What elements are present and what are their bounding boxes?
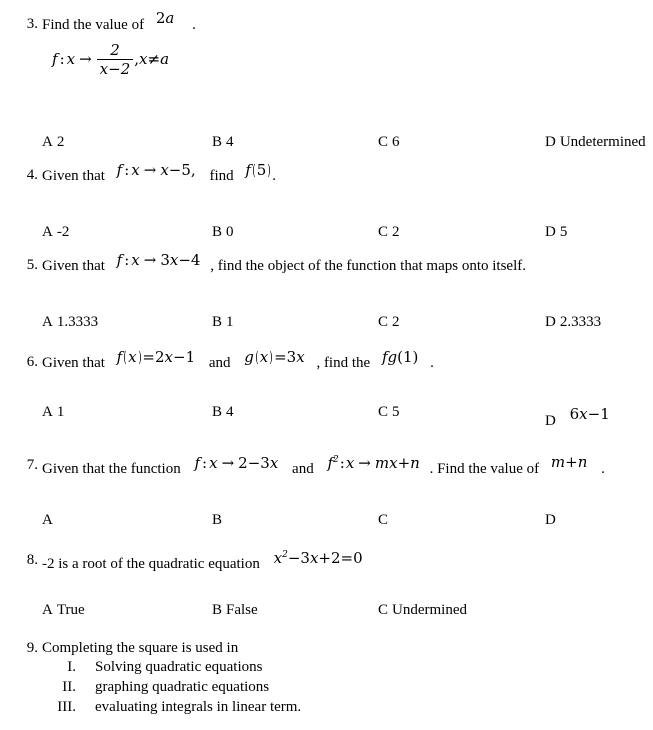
roman-item-ii — [0, 677, 653, 697]
option-7-b[interactable] — [212, 510, 226, 530]
m7-f: f — [194, 454, 201, 472]
m6b-close-paren: ) — [269, 348, 273, 366]
question-6-text-4: . — [430, 355, 434, 371]
m6d-x: x — [579, 405, 588, 423]
option-8-a-value: True — [56, 602, 85, 618]
m4-minus: − — [168, 161, 182, 179]
option-4-d-letter: D — [545, 224, 556, 240]
m7c-n: n — [577, 453, 588, 471]
option-3-d-value: Undetermined — [559, 134, 646, 150]
option-3-c[interactable] — [378, 132, 400, 152]
option-4-b-value: 0 — [226, 224, 234, 240]
math-variable-a2: a — [160, 50, 170, 69]
m6-x2: x — [164, 348, 173, 366]
option-3-d[interactable] — [545, 132, 646, 152]
option-8-c[interactable] — [378, 600, 467, 620]
m6b-equals: = — [274, 348, 287, 366]
option-4-a-value: -2 — [56, 224, 70, 240]
m4b-open-paren: ( — [252, 161, 256, 179]
option-5-a-letter: A — [42, 314, 53, 330]
formula-condition — [134, 49, 169, 69]
m4-f: f — [116, 161, 123, 179]
option-3-c-letter: C — [378, 134, 389, 150]
option-6-c-value: 5 — [392, 404, 400, 420]
m6-open-paren: ( — [123, 348, 127, 366]
math-coefficient-2: 2 — [155, 9, 166, 27]
m7-three: 3 — [260, 454, 270, 472]
question-4-options — [0, 222, 653, 244]
option-8-b-letter: B — [212, 602, 223, 618]
m6b-x2: x — [296, 348, 305, 366]
m6c-g: g — [387, 348, 398, 366]
option-3-b[interactable] — [212, 132, 234, 152]
m8-x: x — [273, 549, 283, 567]
m6-two: 2 — [154, 348, 165, 366]
option-3-d-letter: D — [545, 134, 556, 150]
roman-item-i — [0, 657, 653, 677]
option-6-c-letter: C — [378, 404, 389, 420]
m7c-plus: + — [565, 453, 578, 471]
option-5-a[interactable] — [42, 312, 98, 332]
question-9-number: 9. — [26, 640, 38, 656]
option-5-d[interactable] — [545, 312, 601, 332]
question-3-stem — [42, 9, 651, 35]
roman-item-iii — [0, 697, 653, 717]
option-5-b-letter: B — [212, 314, 223, 330]
math-function-f: f — [52, 50, 58, 69]
option-8-a-letter: A — [42, 602, 53, 618]
question-7-options — [0, 510, 653, 532]
question-6-text-1: Given that — [42, 355, 105, 371]
m4-x: x — [131, 161, 140, 179]
m5-colon: : — [124, 251, 130, 269]
formula-lhs — [52, 49, 96, 69]
question-3-number: 3. — [26, 16, 38, 32]
option-3-a-value: 2 — [56, 134, 65, 150]
m6d-one: 1 — [600, 405, 610, 423]
option-3-c-value: 6 — [392, 134, 400, 150]
m4-arrow-icon: → — [143, 161, 157, 179]
question-6-math-3 — [382, 347, 418, 367]
option-6-d-value — [570, 404, 610, 424]
m6b-three: 3 — [286, 348, 297, 366]
option-4-a-letter: A — [42, 224, 53, 240]
option-3-a-letter: A — [42, 134, 53, 150]
m8-exponent-2: 2 — [282, 550, 288, 560]
m4-comma: , — [190, 161, 196, 179]
option-8-c-value: Undermined — [392, 602, 467, 618]
option-4-c[interactable] — [378, 222, 400, 242]
m7-colon: : — [202, 454, 208, 472]
question-4-math-1 — [117, 160, 196, 180]
option-5-b-value: 1 — [226, 314, 234, 330]
option-5-c[interactable] — [378, 312, 400, 332]
m5-f: f — [116, 251, 123, 269]
question-4-text-2: find — [209, 168, 234, 184]
option-6-a-letter: A — [42, 404, 53, 420]
roman-numeral-iii: III. — [57, 699, 76, 715]
m7b-exponent-2: 2 — [333, 455, 339, 465]
question-8-text-1: -2 is a root of the quadratic equation — [42, 556, 260, 572]
option-7-c-value — [388, 512, 392, 528]
m8-zero: 0 — [353, 549, 363, 567]
question-8-number: 8. — [26, 552, 38, 568]
option-7-a-letter: A — [42, 512, 53, 528]
option-6-b-letter: B — [212, 404, 223, 420]
m7-two: 2 — [238, 454, 248, 472]
m8-two: 2 — [330, 549, 341, 567]
question-7-stem — [42, 455, 651, 479]
question-5-text-2: , find the object of the function that maps onto itself. — [210, 258, 526, 274]
option-6-d-letter: D — [545, 413, 556, 429]
math-arrow-icon: → — [79, 50, 92, 69]
option-4-d-value: 5 — [559, 224, 568, 240]
question-3-stem-math — [156, 8, 175, 28]
m4-colon: : — [124, 161, 130, 179]
m5-arrow-icon: → — [143, 251, 157, 269]
option-7-d-value — [556, 512, 560, 528]
roman-text-iii: evaluating integrals in linear term. — [95, 699, 302, 715]
question-3-formula-body — [52, 41, 651, 78]
roman-numeral-i: I. — [67, 659, 76, 675]
math-colon: : — [59, 50, 65, 69]
option-6-a[interactable] — [42, 402, 64, 422]
m6-f: f — [116, 348, 123, 366]
option-3-b-letter: B — [212, 134, 223, 150]
math-variable-a: a — [165, 9, 175, 27]
option-6-a-value: 1 — [56, 404, 65, 420]
m5-three: 3 — [160, 251, 170, 269]
question-6-math-1 — [117, 347, 195, 367]
question-7-text-4: . — [601, 461, 605, 477]
m7c-m: m — [550, 453, 566, 471]
option-3-b-value: 4 — [226, 134, 234, 150]
option-8-b-value: False — [226, 602, 258, 618]
question-5-number: 5. — [26, 257, 38, 273]
option-4-c-letter: C — [378, 224, 389, 240]
question-9-text-1: Completing the square is used in — [42, 640, 239, 656]
option-4-b-letter: B — [212, 224, 223, 240]
math-variable-x: x — [66, 50, 76, 69]
question-7-text-1: Given that the function — [42, 461, 181, 477]
fraction-numerator: 2 — [110, 41, 120, 59]
question-5-options — [0, 312, 653, 334]
question-7-number: 7. — [26, 457, 38, 473]
option-5-b[interactable] — [212, 312, 234, 332]
m6b-open-paren: ( — [255, 348, 259, 366]
question-8-options — [0, 600, 653, 622]
roman-text-ii: graphing quadratic equations — [95, 679, 270, 695]
m4b-close-paren: ) — [267, 161, 271, 179]
question-6-math-2 — [244, 347, 304, 367]
m6c-close-paren: ) — [412, 348, 419, 366]
m6c-one: 1 — [402, 348, 413, 366]
question-6-text-2: and — [208, 355, 231, 371]
question-7-text-3: . Find the value of — [429, 461, 540, 477]
option-7-c[interactable] — [378, 510, 392, 530]
option-7-a[interactable] — [42, 510, 57, 530]
question-7-text-2: and — [292, 461, 314, 477]
formula-fraction — [97, 43, 134, 77]
question-6-options — [0, 402, 653, 429]
option-7-b-value — [222, 512, 226, 528]
option-3-a[interactable] — [42, 132, 64, 152]
question-7-math-1 — [194, 453, 278, 473]
m7b-arrow-icon: → — [358, 454, 371, 472]
m8-minus: − — [287, 549, 301, 567]
roman-numeral-ii: II. — [62, 679, 76, 695]
m7-x2: x — [269, 454, 279, 472]
question-8-stem — [42, 550, 651, 574]
option-6-c[interactable] — [378, 402, 400, 422]
m7-minus: − — [247, 454, 261, 472]
m8-equals: = — [340, 549, 354, 567]
option-8-b[interactable] — [212, 600, 258, 620]
question-3-options — [0, 132, 653, 154]
m6-x: x — [128, 348, 137, 366]
math-not-equal-icon: ≠ — [147, 50, 161, 69]
m7b-colon: : — [339, 454, 345, 472]
fraction-denominator: x−2 — [99, 60, 131, 78]
m7-arrow-icon: → — [221, 454, 235, 472]
m6-equals: = — [142, 348, 155, 366]
m8-three: 3 — [300, 549, 310, 567]
m4b-f: f — [245, 161, 251, 179]
m7b-x: x — [345, 454, 355, 472]
option-4-c-value: 2 — [392, 224, 400, 240]
option-5-a-value: 1.3333 — [56, 314, 99, 330]
question-6-number: 6. — [26, 354, 38, 370]
question-4-text-3: . — [272, 168, 276, 184]
m6-one: 1 — [185, 348, 196, 366]
option-7-b-letter: B — [212, 512, 223, 528]
m5-x2: x — [169, 251, 179, 269]
m6b-g: g — [244, 348, 254, 366]
m6c-open-paren: ( — [397, 348, 403, 366]
option-7-d-letter: D — [545, 512, 556, 528]
m8-x2: x — [309, 549, 319, 567]
question-4-math-2 — [245, 160, 272, 180]
math-comma: , — [134, 50, 140, 69]
option-5-c-value: 2 — [392, 314, 400, 330]
m4b-five: 5 — [256, 161, 267, 179]
question-4-number: 4. — [26, 167, 38, 183]
question-5-math-1 — [117, 250, 201, 270]
question-9-stem — [42, 638, 651, 658]
question-4-text-1: Given that — [42, 168, 105, 184]
question-6-text-3: , find the — [316, 355, 371, 371]
question-4-stem — [42, 161, 651, 186]
m7b-plus: + — [397, 454, 411, 472]
m6d-minus: − — [587, 405, 601, 423]
m6-close-paren: ) — [137, 348, 142, 366]
option-7-a-value — [53, 512, 57, 528]
question-9-roman-list — [0, 657, 653, 717]
math-variable-x2: x — [139, 50, 148, 69]
m4-five: 5 — [181, 161, 191, 179]
option-4-b[interactable] — [212, 222, 234, 242]
option-5-c-letter: C — [378, 314, 389, 330]
question-7-math-3 — [551, 452, 587, 472]
option-6-b-value: 4 — [226, 404, 234, 420]
question-7-math-2 — [327, 450, 419, 473]
m6b-x: x — [259, 348, 269, 366]
option-7-c-letter: C — [378, 512, 389, 528]
option-6-d[interactable] — [545, 405, 610, 431]
m5-minus: − — [178, 251, 191, 269]
m7b-n: n — [410, 454, 420, 472]
m6-minus: − — [173, 348, 186, 366]
option-5-d-letter: D — [545, 314, 556, 330]
roman-text-i: Solving quadratic equations — [95, 659, 263, 675]
m5-four: 4 — [190, 251, 201, 269]
m7b-m: m — [374, 454, 390, 472]
option-5-d-value: 2.3333 — [559, 314, 602, 330]
question-8-math-1 — [274, 545, 363, 568]
m5-x: x — [131, 251, 140, 269]
m4-x2: x — [160, 161, 169, 179]
question-3-stem-text: Find the value of — [42, 17, 145, 33]
option-4-d[interactable] — [545, 222, 567, 242]
option-4-a[interactable] — [42, 222, 69, 242]
question-5-stem — [42, 251, 651, 276]
m7b-f: f — [327, 454, 334, 472]
m7b-x2: x — [389, 454, 398, 472]
m7-x: x — [209, 454, 218, 472]
m6d-six: 6 — [569, 405, 580, 423]
option-7-d[interactable] — [545, 510, 560, 530]
option-6-b[interactable] — [212, 402, 234, 422]
option-8-a[interactable] — [42, 600, 85, 620]
m8-plus: + — [318, 549, 331, 567]
question-3-stem-period: . — [192, 17, 196, 33]
option-8-c-letter: C — [378, 602, 389, 618]
question-6-stem — [42, 348, 651, 373]
question-5-text-1: Given that — [42, 258, 105, 274]
m6c-f: f — [381, 348, 388, 366]
